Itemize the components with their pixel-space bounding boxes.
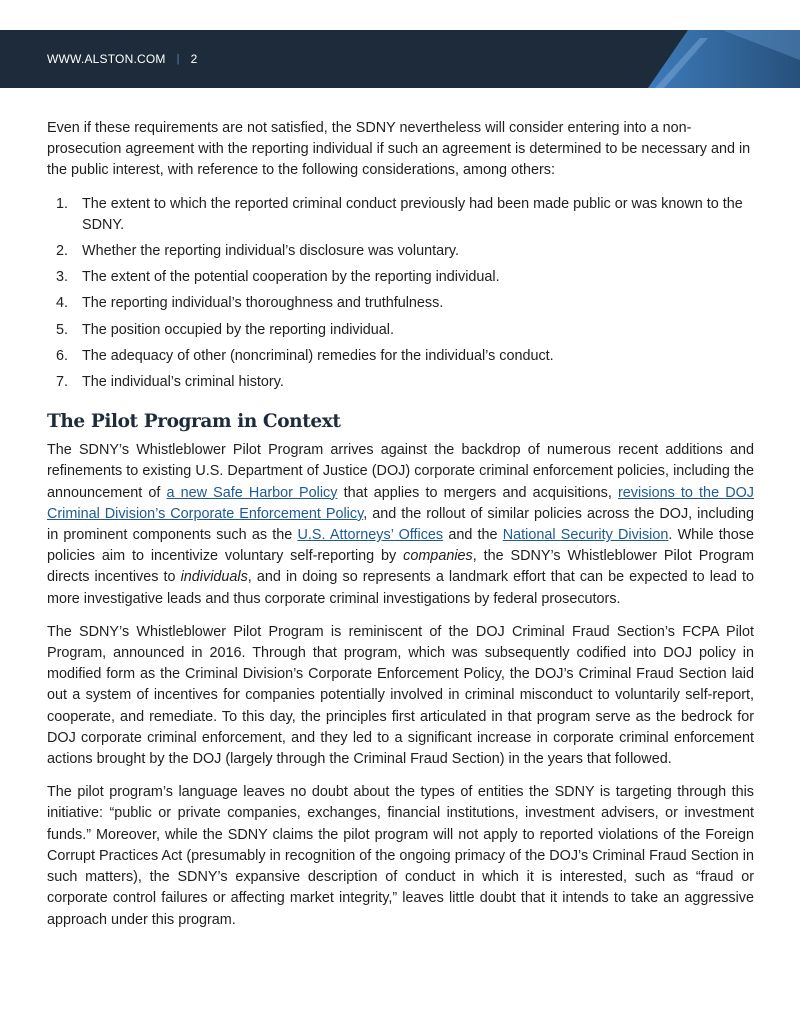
list-item-text: Whether the reporting individual’s disclosure was voluntary. (82, 243, 460, 260)
list-item-number: 1. (56, 195, 69, 212)
paragraph-text: , and in doing so represents a landmark effort that can be expected to lead to more investigative leads and thus corporate criminal investigations by federal prosecutors. (47, 569, 754, 607)
section-heading: The Pilot Program in Context (47, 411, 341, 433)
list-item (47, 320, 754, 341)
safe-harbor-policy-link[interactable]: a new Safe Harbor Policy (166, 484, 338, 501)
paragraph-text: that applies to mergers and acquisitions, (337, 484, 618, 501)
context-paragraph-2: The SDNY’s Whistleblower Pilot Program is reminiscent of the DOJ Criminal Fraud Section’s FCPA Pilot Program, announced in 2016. Through that program, which was subsequently codified into DOJ policy in modified form as the Criminal Division’s Corporate Enforcement Policy, the DOJ’s Criminal Fraud Section laid out a system of incentives for companies potentially involved in criminal misconduct to voluntarily self-report, cooperate, and remediate. To this day, the principles first articulated in that program serve as the bedrock for DOJ corporate criminal enforcement, and they led to a significant increase in corporate criminal enforcement actions brought by the DOJ (largely through the Criminal Fraud Section) in the years that followed. (47, 623, 754, 768)
list-item-text: The position occupied by the reporting individual. (82, 321, 394, 338)
emphasis-individuals: individuals (180, 569, 248, 586)
paragraph-text: and the (443, 527, 503, 544)
context-paragraph-3: The pilot program’s language leaves no doubt about the types of entities the SDNY is targeting through this initiative: “public or private companies, exchanges, financial institutions, investment advisers, or investment funds.” Moreover, while the SDNY claims the pilot program will not apply to reported violations of the Foreign Corrupt Practices Act (presumably in recognition of the ongoing primacy of the DOJ’s Criminal Fraud Section in such matters), the SDNY’s expansive description of conduct in which it is interested, such as “fraud or corporate control failures or affecting market integrity,” leaves little doubt that it intends to take an aggressive approach under this program. (47, 784, 754, 928)
list-item-text: The extent to which the reported criminal conduct previously had been made public or was known to the SDNY. (82, 195, 743, 233)
national-security-division-link[interactable]: National Security Division (502, 527, 669, 544)
list-item-text: The reporting individual’s thoroughness and truthfulness. (82, 295, 444, 312)
context-paragraph-1 (47, 440, 754, 610)
document-body (47, 118, 754, 943)
list-item-number: 7. (56, 374, 69, 391)
list-item (47, 346, 754, 367)
paragraph-text: , the SDNY’s Whistleblower Pilot Program directs incentives to (47, 548, 754, 586)
list-item (47, 194, 754, 236)
corporate-enforcement-policy-link[interactable]: revisions to the DOJ Criminal Division’s Corporate Enforcement Policy (47, 484, 754, 522)
list-item-text: The individual’s criminal history. (82, 374, 284, 391)
list-item-number: 2. (56, 243, 69, 260)
emphasis-companies: companies (403, 548, 473, 565)
header-separator: | (176, 53, 180, 65)
list-item (47, 293, 754, 314)
list-item-text: The adequacy of other (noncriminal) remedies for the individual’s conduct. (82, 347, 554, 364)
intro-paragraph: Even if these requirements are not satisfied, the SDNY nevertheless will consider entering into a non-prosecution agreement with the reporting individual if such an agreement is determined to be necessary and in the public interest, with reference to the following considerations, among others: (47, 120, 751, 179)
paragraph-text: , and the rollout of similar policies across the DOJ, including in prominent components such as the (47, 505, 754, 544)
list-item-number: 5. (56, 321, 69, 338)
paragraph-text: . While those policies aim to incentivize voluntary self-reporting by (47, 527, 755, 565)
page-header (0, 30, 800, 88)
paragraph-text: The SDNY’s Whistleblower Pilot Program arrives against the backdrop of numerous recent additions and refinements to existing U.S. Department of Justice (DOJ) corporate criminal enforcement policies, including the announcement of (47, 442, 754, 501)
list-item-number: 3. (56, 269, 69, 286)
list-item-number: 6. (56, 347, 69, 364)
list-item (47, 241, 754, 262)
considerations-list (47, 194, 754, 394)
list-item-text: The extent of the potential cooperation by the reporting individual. (82, 269, 500, 286)
list-item-number: 4. (56, 295, 69, 312)
header-website[interactable]: WWW.ALSTON.COM (47, 52, 166, 66)
list-item (47, 372, 754, 393)
header-page-number: 2 (190, 52, 198, 66)
us-attorneys-offices-link[interactable]: U.S. Attorneys’ Offices (297, 527, 444, 544)
list-item (47, 267, 754, 288)
